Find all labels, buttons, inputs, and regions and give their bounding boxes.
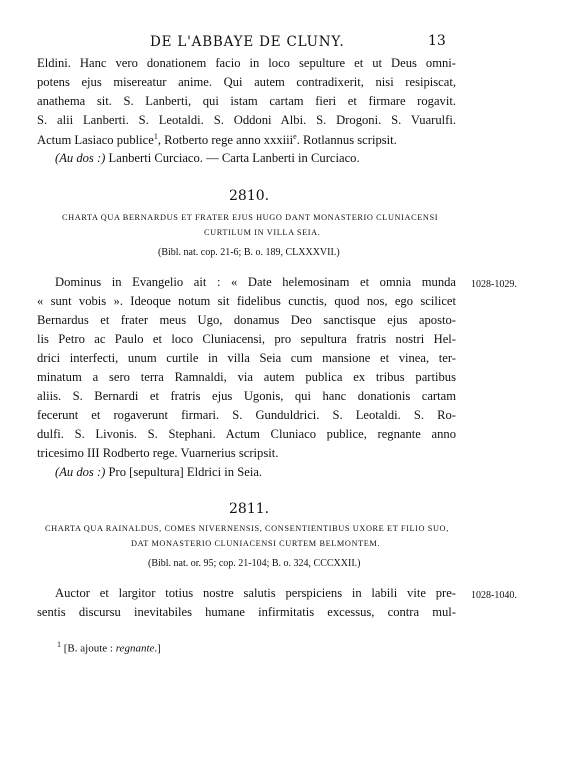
text-line: potens ejus misereatur anime. Qui autem contradixerit, nisi resipiscat, [37, 75, 456, 89]
text-line: « sunt vobis ». Ideoque notum sit fidelibus cunctis, quod nos, ego scilicet [37, 294, 456, 308]
charter-heading: CURTILUM IN VILLA SEIA. [204, 228, 321, 237]
text-line: S. alii Lanberti. S. Leotaldi. S. Oddoni Albi. S. Drogoni. S. Vuarulfi. [37, 113, 456, 127]
footnote-marker: 1 [153, 132, 158, 141]
text-line: Dominus in Evangelio ait : « Date helemosinam et omnia munda [55, 275, 456, 289]
dorse-note: (Au dos :) Pro [sepultura] Eldrici in Seia. [55, 465, 263, 479]
running-head-title: DE L'ABBAYE DE CLUNY. [150, 34, 345, 50]
text-line: sentis discursu inevitabiles humane infirmitatis excessus, contra mul- [37, 605, 456, 619]
text-line: Bernardus et frater meus Ugo, donamus Deo sanctisque ejus aposto- [37, 313, 456, 327]
text-line: Eldini. Hanc vero donationem facio in loco sepulture et ut Deus omni- [37, 56, 456, 70]
footnote: $^1$ [B. ajoute : regnante.] [57, 640, 161, 655]
text-line: lis Petro ac Paulo et loco Cluniacensi, pro sepultura fratris nostri Hel- [37, 332, 456, 346]
text-line: tricesimo III Rodberto rege. Vuarnerius scripsit. [37, 446, 279, 460]
text-line: fecerunt et rogaverunt firmari. S. Gunduldrici. S. Leotaldi. S. Ro- [37, 408, 456, 422]
source-reference: (Bibl. nat. cop. 21-6; B. o. 189, CLXXXVII.) [158, 247, 340, 258]
text-line: Auctor et largitor totius nostre salutis perspiciens in labili vite pre- [55, 586, 456, 600]
footnote-number: 1 [57, 640, 61, 649]
date-margin-note: 1028-1029. [471, 279, 517, 290]
date-margin-note: 1028-1040. [471, 590, 517, 601]
text-line: anathema sit. S. Lanberti, qui istam cartam fieri et firmare rogavit. [37, 94, 456, 108]
text-line: minatum a sero terra Ramnaldi, via autem publica ex tribus partibus [37, 370, 456, 384]
charter-number: 2811. [229, 501, 270, 517]
source-reference: (Bibl. nat. or. 95; cop. 21-104; B. o. 324, CCCXXII.) [148, 558, 361, 569]
charter-heading: CHARTA QUA BERNARDUS ET FRATER EJUS HUGO DANT MONASTERIO CLUNIACENSI [62, 213, 439, 222]
text-line: drici interfecti, unum curtile in villa Seia cum mansione et vinea, ter- [37, 351, 456, 365]
charter-number: 2810. [229, 188, 270, 204]
charter-heading: DAT MONASTERIO CLUNIACENSI CURTEM BELMONTEM. [131, 539, 381, 548]
text-line: aliis. S. Bernardi et fratris ejus Ugonis, qui hanc donationis cartam [37, 389, 456, 403]
text-line: Actum Lasiaco publice$^1$, Rotberto rege anno xxxiii$^e$. Rotlannus scripsit. [37, 132, 397, 148]
dorse-note: (Au dos :) Lanberti Curciaco. — Carta Lanberti in Curciaco. [55, 151, 360, 165]
charter-heading: CHARTA QUA RAINALDUS, COMES NIVERNENSIS, CONSENTIENTIBUS UXORE ET FILIO SUO, [45, 524, 449, 533]
text-line: dulfi. S. Livonis. S. Stephani. Actum Cluniaco publice, regnante anno [37, 427, 456, 441]
page-number: 13 [428, 33, 446, 49]
